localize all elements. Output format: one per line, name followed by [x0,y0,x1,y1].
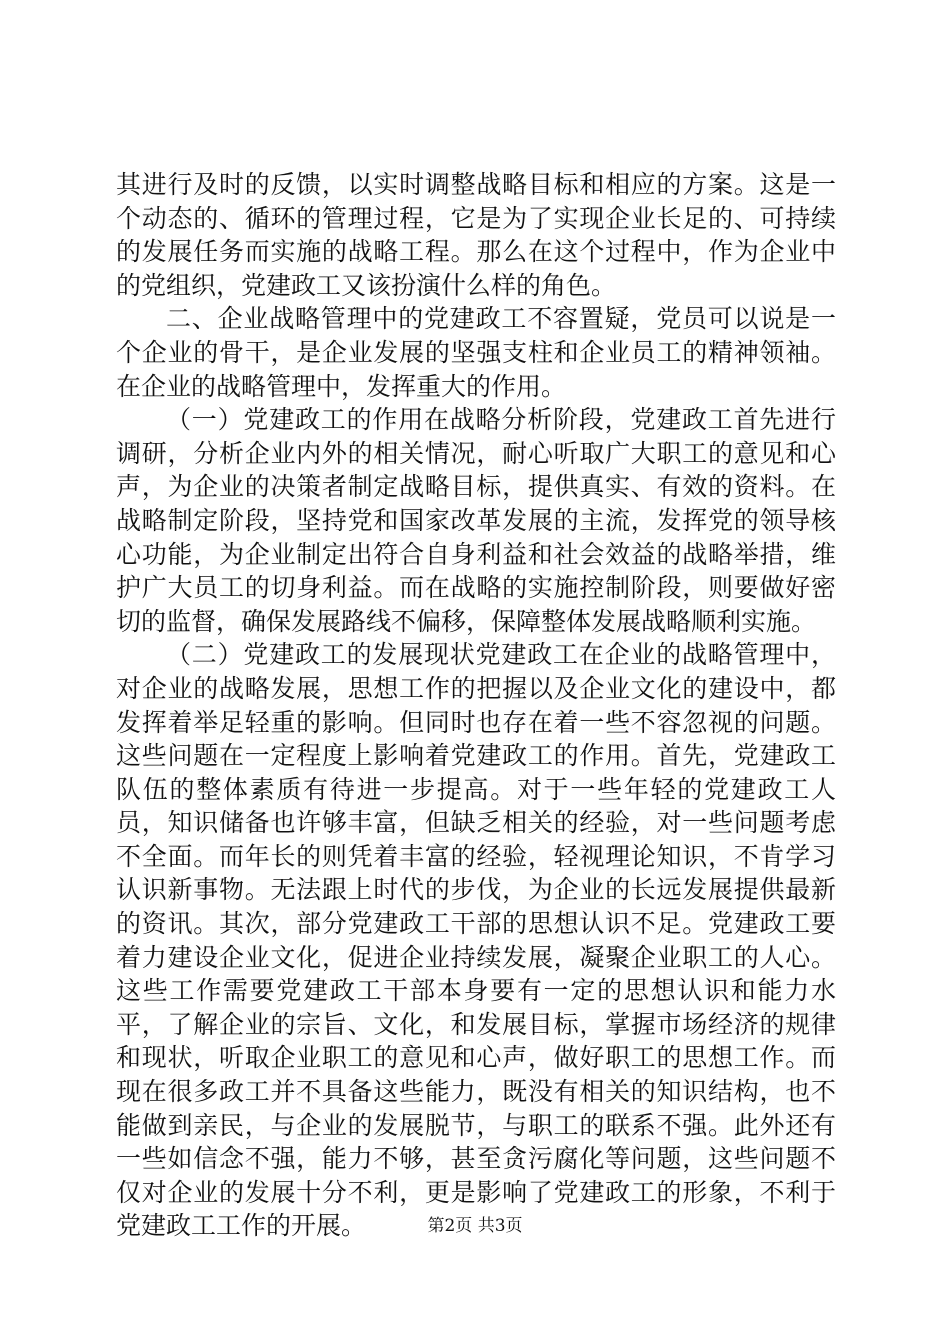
paragraph-subsection-two: （二）党建政工的发展现状党建政工在企业的战略管理中，对企业的战略发展，思想工作的把握以及企业文化的建设中，都发挥着举足轻重的影响。但同时也存在着一些不容忽视的问题。这些问题在一定程度上影响着党建政工的作用。首先，党建政工队伍的整体素质有待进一步提高。对于一些年轻的党建政工人员，知识储备也许够丰富，但缺乏相关的经验，对一些问题考虑不全面。而年长的则凭着丰富的经验，轻视理论知识，不肯学习认识新事物。无法跟上时代的步伐，为企业的长远发展提供最新的资讯。其次，部分党建政工干部的思想认识不足。党建政工要着力建设企业文化，促进企业持续发展，凝聚企业职工的人心。这些工作需要党建政工干部本身要有一定的思想认识和能力水平，了解企业的宗旨、文化，和发展目标，掌握市场经济的规律和现状，听取企业职工的意见和心声，做好职工的思想工作。而现在很多政工并不具备这些能力，既没有相关的知识结构，也不能做到亲民，与企业的发展脱节，与职工的联系不强。此外还有一些如信念不强，能力不够，甚至贪污腐化等问题，这些问题不仅对企业的发展十分不利，更是影响了党建政工的形象，不利于党建政工工作的开展。 [116,640,836,1241]
paragraph-subsection-one: （一）党建政工的作用在战略分析阶段，党建政工首先进行调研，分析企业内外的相关情况，耐心听取广大职工的意见和心声，为企业的决策者制定战略目标，提供真实、有效的资料。在战略制定阶段，坚持党和国家改革发展的主流，发挥党的领导核心功能，为企业制定出符合自身利益和社会效益的战略举措，维护广大员工的切身利益。而在战略的实施控制阶段，则要做好密切的监督，确保发展路线不偏移，保障整体发展战略顺利实施。 [116,405,836,636]
document-body [116,168,836,1243]
page-number-footer: 第2页 共3页 [427,1216,523,1236]
paragraph-continuation: 其进行及时的反馈，以实时调整战略目标和相应的方案。这是一个动态的、循环的管理过程，它是为了实现企业长足的、可持续的发展任务而实施的战略工程。那么在这个过程中，作为企业中的党组织，党建政工又该扮演什么样的角色。 [116,170,836,300]
paragraph-section-two: 二、企业战略管理中的党建政工不容置疑，党员可以说是一个企业的骨干，是企业发展的坚强支柱和企业员工的精神领袖。在企业的战略管理中，发挥重大的作用。 [116,304,836,401]
